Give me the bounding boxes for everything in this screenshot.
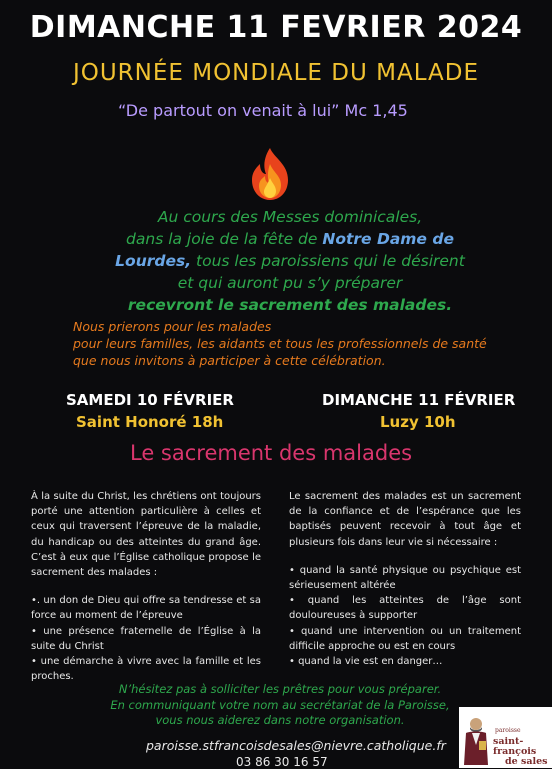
footer-message <box>60 682 500 729</box>
right-item-3: • quand une intervention ou un traitement difficile approche ou est en cours <box>289 625 521 652</box>
sunday-location: Luzy 10h <box>380 413 456 431</box>
prayer-line-1: Nous prierons pour les malades <box>73 319 272 334</box>
logo-small-label: paroisse <box>495 727 521 734</box>
lourdes-label: Lourdes, <box>115 252 192 270</box>
footer-line-3: vous nous aiderez dans notre organisation. <box>155 713 405 727</box>
logo-name <box>493 737 552 767</box>
announce-line-3-text: tous les paroissiens qui le désirent <box>191 252 465 270</box>
page-title: DIMANCHE 11 FEVRIER 2024 <box>29 10 523 45</box>
right-column <box>289 489 521 669</box>
section-title: Le sacrement des malades <box>130 441 413 465</box>
bible-quote: “De partout on venait à lui” Mc 1,45 <box>118 101 408 120</box>
footer-line-1: N’hésitez pas à solliciter les prêtres pour vous préparer. <box>118 682 442 696</box>
flame-icon <box>244 146 296 202</box>
left-item-2: • une présence fraternelle de l’Église à la suite du Christ <box>31 625 261 652</box>
announce-line-1: Au cours des Messes dominicales, <box>157 208 423 226</box>
footer-line-2: En communiquant votre nom au secrétariat de la Paroisse, <box>110 697 450 712</box>
logo-name-line-1: saint-françois <box>493 736 537 757</box>
saint-figure-icon <box>462 715 490 765</box>
contact-email: paroisse.stfrancoisdesales@nievre.catholique.fr <box>146 738 446 753</box>
announce-line-4: et qui auront pu s’y préparer <box>177 274 403 292</box>
right-item-4: • quand la vie est en danger… <box>289 656 443 668</box>
prayer-line-3: que nous invitons à participer à cette célébration. <box>73 353 386 368</box>
right-item-2: • quand les atteintes de l’âge sont douloureuses à supporter <box>289 595 521 622</box>
notre-dame-label: Notre Dame de <box>322 230 454 248</box>
announcement <box>100 206 480 316</box>
left-item-1: •. un don de Dieu qui offre sa tendresse et sa force au moment de l’épreuve <box>31 595 261 622</box>
announce-line-5: recevront le sacrement des malades. <box>127 296 453 314</box>
logo-name-line-2: de sales <box>505 756 548 767</box>
saturday-location: Saint Honoré 18h <box>76 413 224 431</box>
right-intro: Le sacrement des malades est un sacrement de la confiance et de l’espérance que les baptisés peuvent recevoir à tout âge et plusieurs fois dans leur vie si nécessaire : <box>289 491 521 548</box>
right-item-1: • quand la santé physique ou psychique est sérieusement altérée <box>289 564 521 592</box>
sunday-date: DIMANCHE 11 FÉVRIER <box>322 391 516 409</box>
contact-phone: 03 86 30 16 57 <box>236 755 328 769</box>
announce-line-2 <box>100 228 480 250</box>
announce-line-3 <box>100 250 480 272</box>
saturday-date: SAMEDI 10 FÉVRIER <box>66 391 234 409</box>
announce-line-2-text: dans la joie de la fête de <box>126 230 318 248</box>
parish-logo <box>459 707 552 768</box>
left-item-3: • une démarche à vivre avec la famille et les proches. <box>31 656 261 683</box>
left-column <box>31 489 261 684</box>
prayer-intention <box>73 318 513 369</box>
prayer-line-2: pour leurs familles, les aidants et tous les professionnels de santé <box>73 336 487 351</box>
event-subtitle: JOURNÉE MONDIALE DU MALADE <box>72 60 480 86</box>
left-intro: À la suite du Christ, les chrétiens ont toujours porté une attention particulière à celles et ceux qui traversent l’épreuve de la maladie, du handicap ou des atteintes du grand âge. C’est à eux que l’Église catholique propose le sacrement des malades : <box>31 491 261 579</box>
